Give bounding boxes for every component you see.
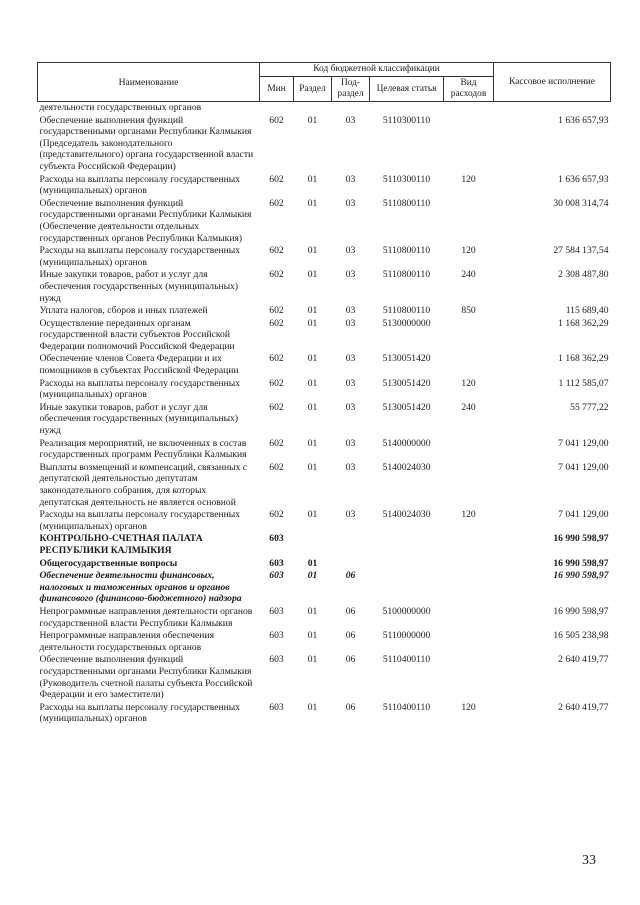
cell-pr: 03: [345, 461, 356, 473]
table-row: [38, 701, 611, 725]
cell-pr: 03: [345, 197, 356, 209]
cell-pr: 03: [345, 269, 356, 281]
cell-vr: 120: [461, 245, 476, 257]
table-row: [38, 557, 611, 570]
cell-name: Обеспечение деятельности финансовых, налоговых и таможенных органов и органов финансового (финансово-бюджетного) надзора: [39, 570, 242, 605]
cell-name: Обеспечение выполнения функций государственными органами Республики Калмыкия (Обеспечение деятельности отдельных государственных органов Республики Калмыкия): [39, 197, 252, 244]
cell-rz: 01: [307, 114, 318, 126]
cell-vr: [444, 532, 494, 556]
cell-pr: 03: [345, 437, 356, 449]
cell-vr: 120: [461, 701, 476, 713]
cell-cs: 5110400110: [382, 701, 431, 713]
table-row: [38, 532, 611, 556]
cell-sum: 7 041 129,00: [558, 509, 609, 521]
cell-name: Выплаты возмещений и компенсаций, связанных с депутатской деятельностью депутатам законодательного собрания, для которых депутатская деятельность не является основной: [39, 461, 248, 508]
cell-cs: 5130051420: [382, 401, 431, 413]
cell-sum: 1 636 657,93: [558, 114, 609, 126]
cell-rz: [294, 102, 332, 114]
cell-sum: 1 168 362,29: [558, 353, 609, 365]
cell-pr: [332, 102, 370, 114]
cell-rz: 01: [307, 377, 318, 389]
cell-min: 602: [269, 437, 284, 449]
cell-pr: 03: [345, 305, 356, 317]
cell-pr: 03: [345, 245, 356, 257]
table-row: [38, 114, 611, 173]
cell-pr: 03: [345, 114, 356, 126]
cell-vr: [444, 437, 494, 461]
cell-rz: 01: [307, 197, 318, 209]
cell-sum: 30 008 314,74: [553, 197, 609, 209]
cell-sum: 16 990 598,97: [553, 605, 609, 617]
cell-pr: 06: [345, 654, 356, 666]
cell-cs: 5110800110: [382, 269, 431, 281]
table-row: [38, 102, 611, 114]
cell-min: 602: [269, 305, 284, 317]
cell-vr: [444, 102, 494, 114]
cell-pr: 06: [345, 570, 356, 582]
cell-pr: 03: [345, 377, 356, 389]
cell-name: Обеспечение членов Совета Федерации и их помощников в субъектах Российской Федерации: [39, 353, 239, 377]
cell-rz: 01: [307, 173, 318, 185]
cell-min: 602: [269, 353, 284, 365]
cell-sum: 55 777,22: [570, 401, 609, 413]
table-row: [38, 244, 611, 268]
header-vid: Вид расходов: [444, 77, 494, 102]
cell-cs: 5140024030: [382, 461, 431, 473]
cell-vr: [444, 352, 494, 376]
cell-pr: 03: [345, 317, 356, 329]
table-row: [38, 304, 611, 317]
cell-vr: 120: [461, 173, 476, 185]
cell-pr: 06: [345, 630, 356, 642]
cell-cs: 5110300110: [382, 173, 431, 185]
cell-vr: 120: [461, 509, 476, 521]
cell-sum: 16 505 238,98: [553, 630, 609, 642]
header-group: Код бюджетной классификации: [260, 63, 494, 77]
cell-name: Обеспечение выполнения функций государственными органами Республики Калмыкия (Председатель законодательного (представительного) органа государственной власти субъекта Российской Федерации): [39, 114, 254, 172]
cell-min: 602: [269, 269, 284, 281]
budget-table-sheet: [37, 62, 610, 725]
cell-rz: 01: [307, 701, 318, 713]
cell-name: Уплата налогов, сборов и иных платежей: [39, 305, 208, 317]
cell-name: Расходы на выплаты персоналу государственных (муниципальных) органов: [39, 509, 241, 532]
cell-name: КОНТРОЛЬНО-СЧЕТНАЯ ПАЛАТА РЕСПУБЛИКИ КАЛМЫКИЯ: [39, 533, 203, 556]
cell-cs: 5110800110: [382, 197, 431, 209]
cell-vr: 120: [461, 377, 476, 389]
cell-name: Непрограммные направления обеспечения деятельности государственных органов: [39, 630, 214, 653]
cell-pr: 03: [345, 401, 356, 413]
cell-name: Реализация мероприятий, не включенных в состав государственных программ Республики Калмыкия: [39, 437, 247, 461]
cell-vr: [444, 605, 494, 629]
header-min: Мин: [260, 77, 294, 102]
cell-min: 602: [269, 377, 284, 389]
cell-pr: 03: [345, 353, 356, 365]
cell-cs: 5110300110: [382, 114, 431, 126]
cell-min: 603: [269, 701, 284, 713]
cell-cs: 5110800110: [382, 305, 431, 317]
table-row: [38, 508, 611, 532]
cell-cs: 5140024030: [382, 509, 431, 521]
cell-cs: 5130051420: [382, 377, 431, 389]
cell-sum: 1 636 657,93: [558, 173, 609, 185]
cell-cs: [370, 569, 444, 605]
cell-min: 602: [269, 197, 284, 209]
cell-sum: 2 640 419,77: [558, 701, 609, 713]
cell-min: 602: [269, 401, 284, 413]
cell-pr: 03: [345, 173, 356, 185]
cell-sum: 1 168 362,29: [558, 317, 609, 329]
table-row: [38, 173, 611, 197]
header-name: Наименование: [38, 63, 260, 102]
table-header: [38, 63, 611, 102]
cell-sum: 16 990 598,97: [553, 533, 609, 545]
cell-rz: 01: [307, 570, 318, 582]
cell-min: 602: [269, 114, 284, 126]
cell-cs: 5100000000: [382, 605, 431, 617]
cell-sum: 2 308 487,80: [558, 269, 609, 281]
table-row: [38, 401, 611, 437]
cell-pr: 06: [345, 605, 356, 617]
cell-min: 602: [269, 245, 284, 257]
cell-min: 602: [269, 461, 284, 473]
cell-cs: [370, 532, 444, 556]
header-celevaya: Целевая статья: [370, 77, 444, 102]
cell-sum: 1 112 585,07: [558, 377, 609, 389]
cell-vr: [444, 557, 494, 570]
cell-name: Расходы на выплаты персоналу государственных (муниципальных) органов: [39, 245, 241, 268]
cell-pr: 03: [345, 509, 356, 521]
cell-cs: 5130051420: [382, 353, 431, 365]
cell-min: 602: [269, 509, 284, 521]
cell-name: Расходы на выплаты персоналу государственных (муниципальных) органов: [39, 173, 241, 197]
page-number: 33: [582, 853, 596, 868]
cell-rz: [294, 532, 332, 556]
table-row: [38, 653, 611, 700]
cell-min: 603: [269, 605, 284, 617]
table-row: [38, 461, 611, 508]
cell-vr: 240: [461, 269, 476, 281]
cell-cs: 5110000000: [382, 630, 431, 642]
cell-min: 603: [269, 570, 284, 582]
cell-sum: 7 041 129,00: [558, 461, 609, 473]
table-row: [38, 197, 611, 244]
cell-name: Общегосударственные вопросы: [39, 557, 178, 569]
cell-rz: 01: [307, 654, 318, 666]
cell-cs: [370, 557, 444, 570]
table-row: [38, 629, 611, 653]
table-row: [38, 352, 611, 376]
cell-name: Обеспечение выполнения функций государственными органами Республики Калмыкия (Руководитель счетной палаты субъекта Российской Федерации и его заместители): [39, 654, 253, 701]
cell-cs: 5140000000: [382, 437, 431, 449]
cell-min: [260, 102, 294, 114]
cell-rz: 01: [307, 353, 318, 365]
cell-rz: 01: [307, 305, 318, 317]
cell-rz: 01: [307, 245, 318, 257]
cell-vr: [444, 629, 494, 653]
cell-pr: 06: [345, 701, 356, 713]
cell-rz: 01: [307, 557, 318, 569]
cell-vr: 240: [461, 401, 476, 413]
cell-cs: 5130000000: [382, 317, 431, 329]
cell-rz: 01: [307, 461, 318, 473]
cell-vr: [444, 653, 494, 700]
table-row: [38, 605, 611, 629]
cell-name: Непрограммные направления деятельности органов государственной власти Республики Калмыкия: [39, 605, 253, 629]
cell-min: 603: [269, 654, 284, 666]
cell-sum: 7 041 129,00: [558, 437, 609, 449]
cell-sum: [494, 102, 611, 114]
cell-name: Расходы на выплаты персоналу государственных (муниципальных) органов: [39, 377, 241, 401]
cell-vr: [444, 317, 494, 353]
cell-rz: 01: [307, 605, 318, 617]
table-row: [38, 437, 611, 461]
cell-rz: 01: [307, 317, 318, 329]
cell-rz: 01: [307, 269, 318, 281]
cell-min: 602: [269, 173, 284, 185]
cell-min: 603: [269, 533, 284, 545]
cell-name: Осуществление переданных органам государственной власти субъектов Российской Федерации полномочий Российской Федерации: [39, 317, 235, 352]
table-row: [38, 377, 611, 401]
cell-vr: [444, 197, 494, 244]
cell-min: 603: [269, 557, 284, 569]
cell-pr: [332, 532, 370, 556]
cell-pr: [332, 557, 370, 570]
cell-name: Иные закупки товаров, работ и услуг для обеспечения государственных (муниципальных) нужд: [39, 269, 239, 304]
cell-vr: [444, 569, 494, 605]
table-row: [38, 317, 611, 353]
cell-vr: [444, 461, 494, 508]
table-row: [38, 569, 611, 605]
cell-sum: 16 990 598,97: [553, 570, 609, 582]
table-row: [38, 268, 611, 304]
table-body: [38, 102, 611, 725]
cell-name: Иные закупки товаров, работ и услуг для обеспечения государственных (муниципальных) нужд: [39, 401, 239, 437]
cell-rz: 01: [307, 509, 318, 521]
cell-rz: 01: [307, 630, 318, 642]
cell-sum: 16 990 598,97: [553, 557, 609, 569]
budget-table: [37, 62, 611, 725]
cell-cs: 5110800110: [382, 245, 431, 257]
cell-sum: 115 689,40: [565, 305, 609, 317]
cell-cs: 5110400110: [382, 654, 431, 666]
cell-name: деятельности государственных органов: [39, 102, 202, 113]
cell-name: Расходы на выплаты персоналу государственных (муниципальных) органов: [39, 701, 241, 725]
cell-sum: 27 584 137,54: [553, 245, 609, 257]
cell-min: 602: [269, 317, 284, 329]
header-podrazdel: Под-раздел: [332, 77, 370, 102]
cell-cs: [370, 102, 444, 114]
cell-vr: 850: [461, 305, 476, 317]
header-kassovoe: Кассовое исполнение: [494, 63, 611, 102]
cell-vr: [444, 114, 494, 173]
header-razdel: Раздел: [294, 77, 332, 102]
cell-min: 603: [269, 630, 284, 642]
cell-rz: 01: [307, 401, 318, 413]
cell-rz: 01: [307, 437, 318, 449]
cell-sum: 2 640 419,77: [558, 654, 609, 666]
